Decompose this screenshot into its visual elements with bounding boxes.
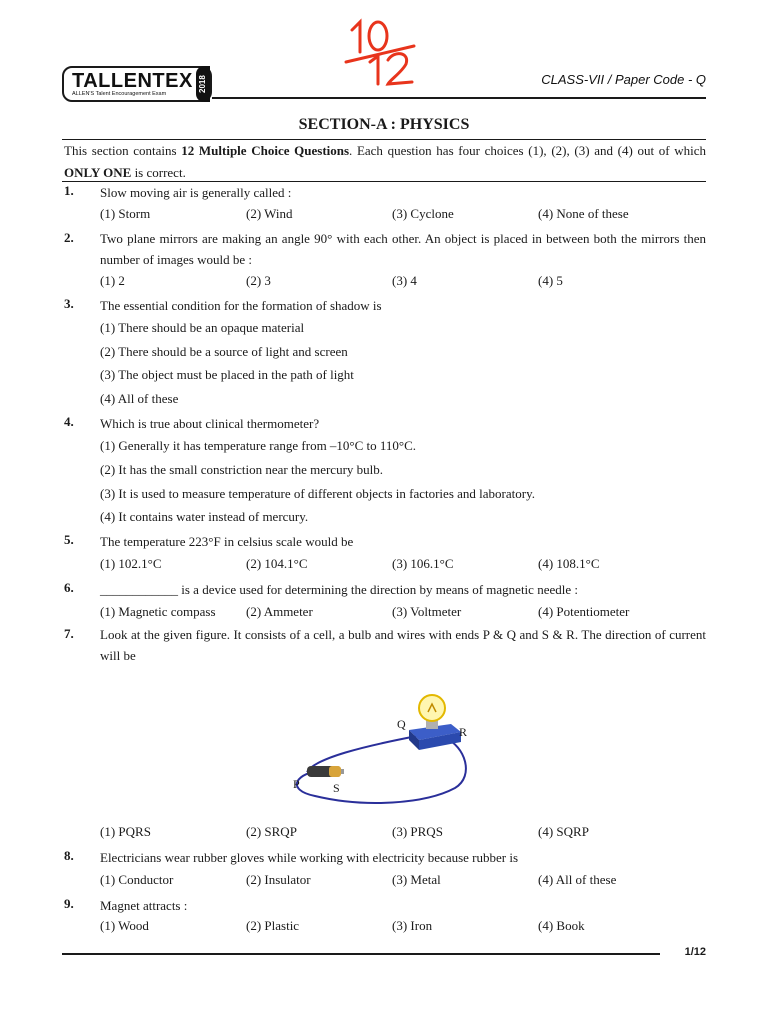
option: (1) There should be an opaque material — [100, 320, 305, 335]
logo-tagline: ALLEN'S Talent Encouragement Exam — [72, 91, 167, 97]
question-text: The temperature 223°F in celsius scale would be — [100, 534, 354, 549]
footer-rule — [62, 953, 660, 955]
intro-bold: ONLY ONE — [64, 165, 132, 180]
option: (1) Magnetic compass — [100, 604, 216, 619]
question-number: 9. — [64, 896, 74, 911]
option: (3) Voltmeter — [392, 604, 462, 619]
logo-text: TALLENTEX — [72, 70, 193, 92]
option: (4) All of these — [100, 391, 179, 406]
question-text: Slow moving air is generally called : — [100, 185, 292, 200]
option: (2) 104.1°C — [246, 556, 308, 571]
question-number: 1. — [64, 183, 74, 198]
label-p: P — [293, 777, 300, 791]
option: (3) PRQS — [392, 824, 443, 839]
option: (1) 2 — [100, 273, 125, 288]
option: (2) 3 — [246, 273, 271, 288]
option: (3) 4 — [392, 273, 417, 288]
option: (4) Potentiometer — [538, 604, 630, 619]
section-bottom-rule — [62, 181, 706, 182]
question-number: 2. — [64, 230, 74, 245]
question-text: Which is true about clinical thermometer? — [100, 416, 320, 431]
label-s: S — [333, 781, 340, 795]
question-number: 4. — [64, 414, 74, 429]
option: (2) There should be a source of light and screen — [100, 344, 348, 359]
cell-cap — [329, 766, 341, 777]
option: (1) 102.1°C — [100, 556, 162, 571]
question-number: 6. — [64, 580, 74, 595]
option: (2) Wind — [246, 206, 293, 221]
bulb-glass — [419, 695, 445, 721]
label-q: Q — [397, 717, 406, 731]
score-digit-1 — [352, 22, 360, 52]
question-number: 3. — [64, 296, 74, 311]
page-number: 1/12 — [684, 946, 706, 958]
question-number: 7. — [64, 626, 74, 641]
option: (3) 106.1°C — [392, 556, 454, 571]
option: (3) Cyclone — [392, 206, 454, 221]
question-text: Two plane mirrors are making an angle 90° with each other. An object is placed in between both the mirrors then number of images would be : — [100, 231, 706, 267]
option: (2) SRQP — [246, 824, 297, 839]
option: (4) SQRP — [538, 824, 589, 839]
option: (2) It has the small constriction near the mercury bulb. — [100, 462, 384, 477]
option: (4) None of these — [538, 206, 629, 221]
option: (2) Plastic — [246, 918, 300, 933]
tallentex-logo — [62, 66, 212, 102]
option: (2) Ammeter — [246, 604, 313, 619]
intro-text: . Each question has four choices (1), (2), (3) and (4) out of which — [349, 143, 706, 158]
option: (1) Conductor — [100, 872, 174, 887]
option: (3) Iron — [392, 918, 433, 933]
circuit-figure — [285, 686, 485, 806]
question-number: 5. — [64, 532, 74, 547]
option: (3) It is used to measure temperature of different objects in factories and laboratory. — [100, 486, 535, 501]
intro-text: This section contains — [64, 143, 182, 158]
label-r: R — [459, 725, 468, 739]
page-header — [62, 66, 706, 106]
option: (4) Book — [538, 918, 585, 933]
option: (1) Storm — [100, 206, 151, 221]
intro-bold: 12 Multiple Choice Questions — [181, 143, 350, 158]
option: (3) Metal — [392, 872, 441, 887]
option: (1) PQRS — [100, 824, 151, 839]
option: (2) Insulator — [246, 872, 311, 887]
question-text: Magnet attracts : — [100, 898, 188, 913]
option: (1) Generally it has temperature range from –10°C to 110°C. — [100, 438, 417, 453]
question-text: ____________ is a device used for determining the direction by means of magnetic needle : — [100, 582, 578, 597]
question-text: Look at the given figure. It consists of a cell, a bulb and wires with ends P & Q and S & R. The direction of current will be — [100, 627, 706, 663]
score-digit-0 — [369, 22, 387, 50]
option: (3) The object must be placed in the path of light — [100, 367, 354, 382]
section-title: SECTION-A : PHYSICS — [298, 116, 470, 133]
option: (1) Wood — [100, 918, 149, 933]
header-rule — [212, 97, 706, 99]
question-text: Electricians wear rubber gloves while working with electricity because rubber is — [100, 850, 519, 865]
logo-year: 2018 — [196, 66, 210, 102]
option: (4) 108.1°C — [538, 556, 600, 571]
question-text: The essential condition for the formation of shadow is — [100, 298, 382, 313]
section-intro — [64, 140, 706, 184]
option: (4) All of these — [538, 872, 617, 887]
option: (4) 5 — [538, 273, 563, 288]
option: (4) It contains water instead of mercury. — [100, 509, 309, 524]
intro-text: is correct. — [131, 165, 186, 180]
cell-terminal — [341, 769, 344, 774]
paper-code: CLASS-VII / Paper Code - Q — [541, 72, 706, 87]
question-number: 8. — [64, 848, 74, 863]
